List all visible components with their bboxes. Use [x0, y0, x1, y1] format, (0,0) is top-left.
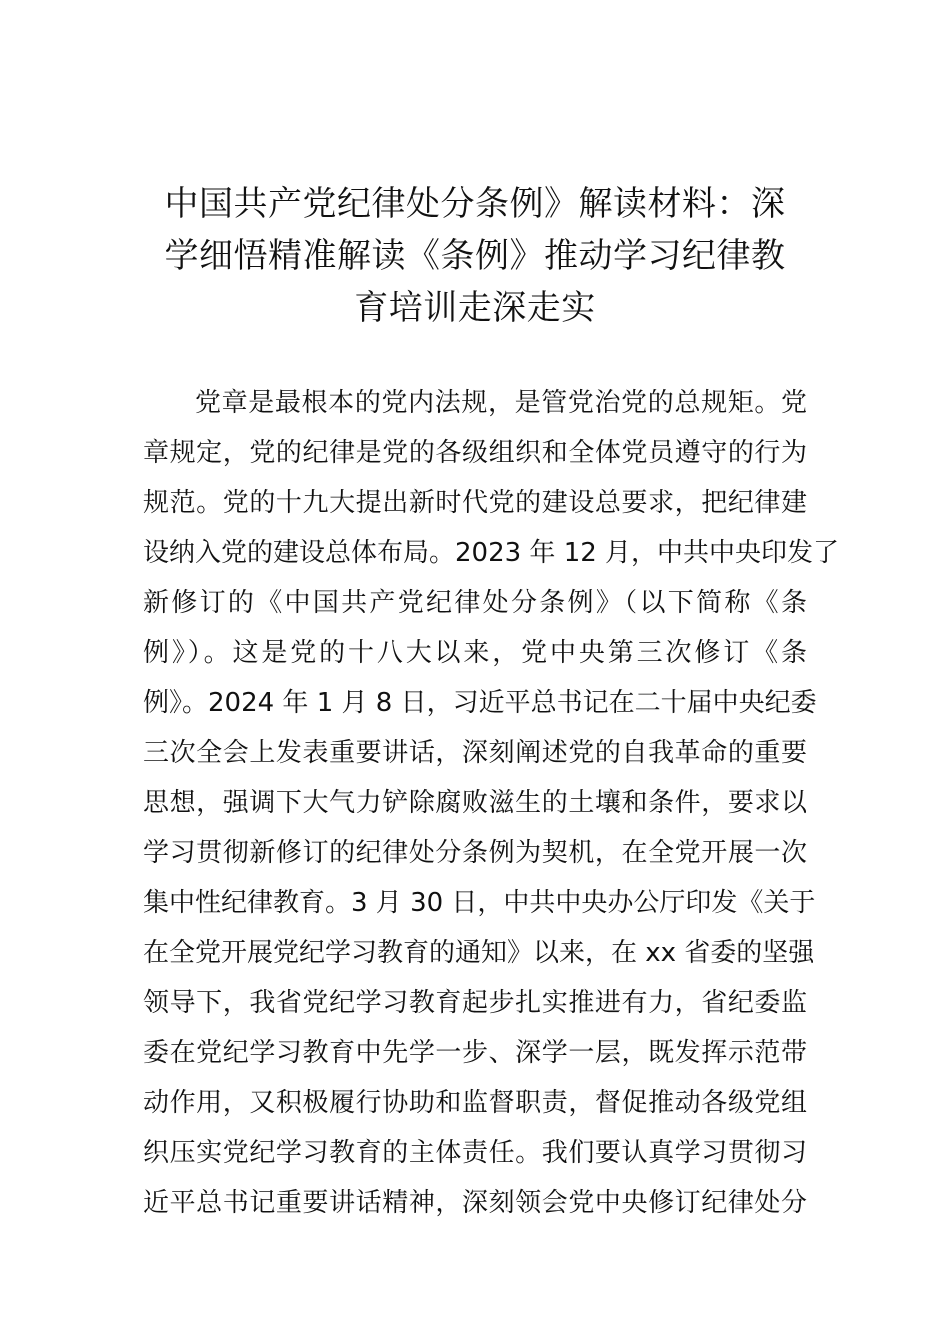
body-line: 在全党开展党纪学习教育的通知》以来，在 xx 省委的坚强 [143, 938, 815, 968]
body-line: 例》）。这是党的十八大以来，党中央第三次修订《条 [143, 638, 807, 668]
body-line: 设纳入党的建设总体布局。2023 年 12 月，中共中央印发了 [143, 538, 840, 568]
body-line: 例》。2024 年 1 月 8 日，习近平总书记在二十届中央纪委 [143, 688, 817, 718]
body-line: 织压实党纪学习教育的主体责任。我们要认真学习贯彻习 [143, 1138, 807, 1168]
body-line: 党章是最根本的党内法规，是管党治党的总规矩。党 [195, 388, 807, 418]
body-line: 规范。党的十九大提出新时代党的建设总要求，把纪律建 [143, 488, 807, 518]
body-line: 章规定，党的纪律是党的各级组织和全体党员遵守的行为 [143, 438, 807, 468]
body-line: 近平总书记重要讲话精神，深刻领会党中央修订纪律处分 [143, 1188, 807, 1218]
body-line: 学习贯彻新修订的纪律处分条例为契机，在全党开展一次 [143, 838, 807, 868]
title-line-3: 育培训走深走实 [354, 288, 596, 328]
title-line-1: 中国共产党纪律处分条例》解读材料：深 [164, 184, 786, 224]
body-line: 领导下，我省党纪学习教育起步扎实推进有力，省纪委监 [143, 988, 807, 1018]
title-line-2: 学细悟精准解读《条例》推动学习纪律教 [164, 236, 786, 276]
body-line: 动作用，又积极履行协助和监督职责，督促推动各级党组 [143, 1088, 807, 1118]
document-title [140, 178, 810, 334]
body-line: 新修订的《中国共产党纪律处分条例》（以下简称《条 [143, 588, 807, 618]
body-line: 委在党纪学习教育中先学一步、深学一层，既发挥示范带 [143, 1038, 807, 1068]
body-line: 思想，强调下大气力铲除腐败滋生的土壤和条件，要求以 [143, 788, 807, 818]
body-line: 三次全会上发表重要讲话，深刻阐述党的自我革命的重要 [143, 738, 807, 768]
body-line: 集中性纪律教育。3 月 30 日，中共中央办公厅印发《关于 [143, 888, 816, 918]
body-paragraph [143, 378, 840, 1228]
